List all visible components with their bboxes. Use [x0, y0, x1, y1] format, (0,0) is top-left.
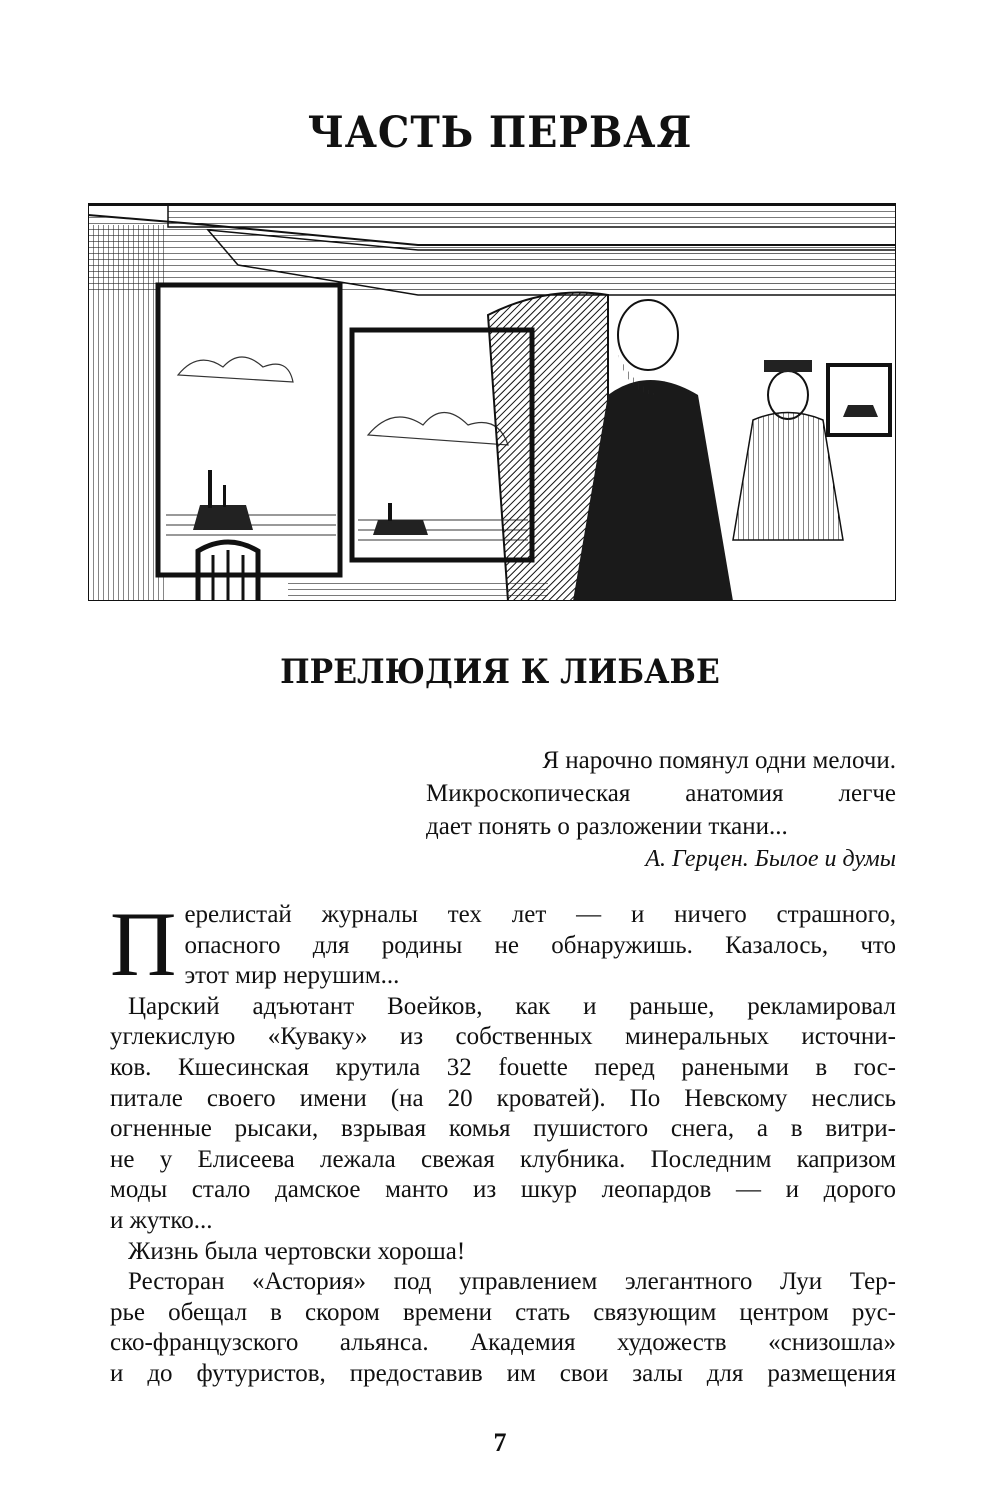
text-line: рье обещал в скором времени стать связующим центром рус- — [110, 1298, 896, 1326]
epigraph-line: дает понять о разложении ткани... — [426, 813, 788, 840]
text-line: и до футуристов, предоставив им свои залы для размещения — [110, 1359, 896, 1387]
text-line: Царский адъютант Воейков, как и раньше, рекламировал — [128, 992, 896, 1020]
chapter-title: ПРЕЛЮДИЯ К ЛИБАВЕ — [280, 652, 720, 692]
epigraph-line: Микроскопическая анатомия легче — [426, 780, 896, 807]
fourth-paragraph — [110, 1267, 896, 1389]
text-line: огненные рысаки, взрывая комья пушистого снега, а в витри- — [110, 1115, 896, 1143]
epigraph-attribution: А. Герцен. Былое и думы — [645, 846, 896, 872]
epigraph — [426, 744, 896, 876]
text-line: Ресторан «Астория» под управлением элегантного Луи Тер- — [128, 1268, 896, 1296]
text-line: питале своего имени (на 20 кроватей). По Невскому неслись — [110, 1084, 896, 1112]
body-text — [110, 893, 896, 1390]
part-title: ЧАСТЬ ПЕРВАЯ — [307, 108, 693, 158]
second-paragraph — [110, 992, 896, 1237]
text-line: углекислую «Куваку» из собственных минеральных источни- — [110, 1023, 896, 1051]
text-line: не у Елисеева лежала свежая клубника. Последним капризом — [110, 1145, 896, 1173]
ship-cabin-illustration — [88, 203, 896, 601]
text-line: этот мир нерушим... — [184, 962, 400, 990]
text-line: моды стало дамское манто из шкур леопардов — и дорого — [110, 1176, 896, 1204]
first-paragraph — [110, 893, 896, 995]
text-line: опасного для родины не обнаружишь. Казалось, что — [184, 931, 896, 959]
illustration-drawing — [88, 205, 896, 601]
drop-cap: П — [110, 893, 177, 995]
page-number: 7 — [493, 1428, 507, 1457]
text-line: Жизнь была чертовски хороша! — [128, 1237, 466, 1265]
epigraph-line: Я нарочно помянул одни мелочи. — [542, 747, 896, 774]
text-line: и жутко... — [110, 1206, 213, 1234]
text-line: ско-французского альянса. Академия художеств «снизошла» — [110, 1329, 896, 1357]
text-line: ерелистай журналы тех лет — и ничего страшного, — [184, 901, 896, 928]
text-line: ков. Кшесинская крутила 32 fouette перед ранеными в гос- — [110, 1053, 896, 1081]
third-paragraph — [110, 1237, 896, 1268]
